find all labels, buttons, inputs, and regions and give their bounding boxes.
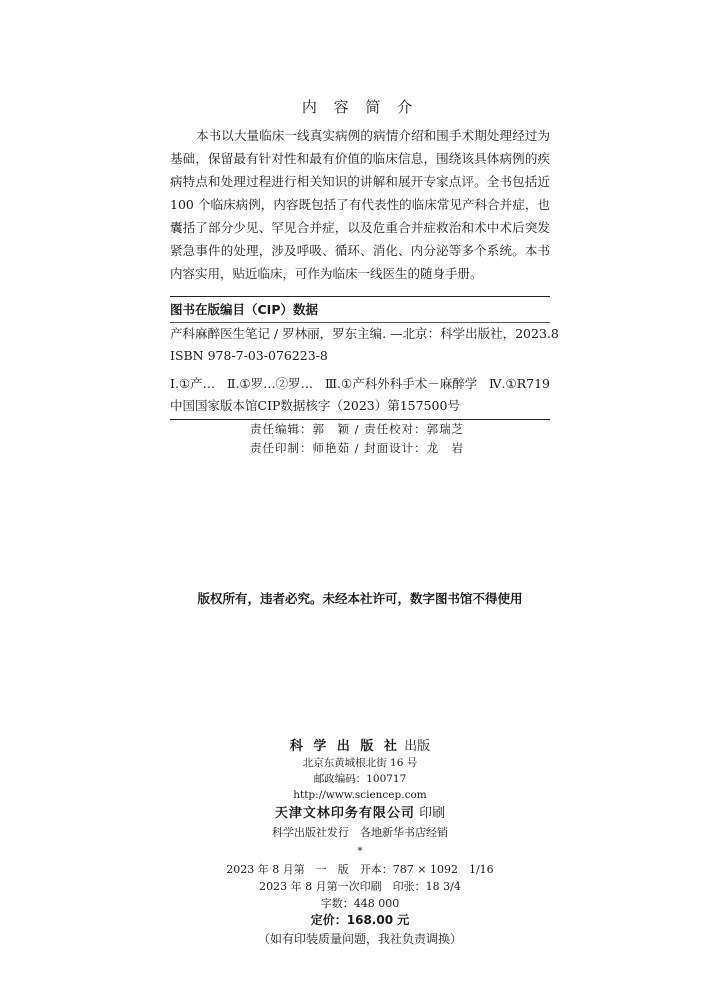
cip-block [170,296,559,420]
staff-line-1: 责任编辑：郭 颖 / 责任校对：郭瑞芝 [250,422,465,436]
cip-bibliographic: 产科麻醉医生笔记 / 罗林丽，罗东主编. —北京：科学出版社，2023.8 [170,326,559,341]
price-line: 定价：168.00 元 [310,913,410,927]
publisher-imprint [0,738,720,948]
printer-name: 天津文林印务有限公司 [274,806,415,821]
copyright-notice: 版权所有，违者必究。未经本社许可，数字图书馆不得使用 [197,591,523,606]
edition-line: 2023 年 8 月第 一 版 开本：787 × 1092 1/16 [226,863,494,876]
publisher-address: 北京东黄城根北街 16 号 [302,757,418,769]
cip-number: 中国国家版本馆CIP数据核字（2023）第157500号 [170,398,460,413]
cip-isbn: ISBN 978-7-03-076223-8 [170,348,328,363]
summary-paragraph: 本书以大量临床一线真实病例的病情介绍和围手术期处理经过为基础，保留最有针对性和最有价值的临床信息，围绕该具体病例的疾病特点和处理过程进行相关知识的讲解和展开专家点评。全书包括近 100 个临床病例，内容既包括了有代表性的临床常见产科合并症，也囊括了部分少见、罕见合并症，以及危重合并症救治和术中术后突发紧急事件的处理，涉及呼吸、循环、消化、内分泌等多个系统。本书内容实用，贴近临床，可作为临床一线医生的随身手册。 [170,128,550,281]
cip-classification [170,373,550,395]
printer-line [0,805,720,822]
cip-class-3: Ⅲ.①产科外科手术－麻醉学 [324,376,478,391]
staff-line-2: 责任印制：师艳茹 / 封面设计：龙 岩 [250,441,465,455]
publisher-name: 科 学 出 版 社 [289,739,400,754]
summary-section [170,124,550,285]
publisher-website: http://www.sciencep.com [293,789,427,801]
cip-class-4: Ⅳ.①R719 [489,376,550,391]
printer-suffix: 印刷 [419,806,446,821]
staff-credits [250,420,464,458]
cip-class-2: Ⅱ.①罗…②罗… [226,376,314,391]
distribution-line: 科学出版社发行 各地新华书店经销 [272,826,448,839]
quality-notice: （如有印装质量问题，我社负责调换） [257,932,462,946]
publisher-suffix: 出版 [404,739,431,754]
publisher-line [0,738,720,755]
separator-star: * [357,846,363,857]
cip-heading: 图书在版编目（CIP）数据 [170,302,318,317]
cip-class-1: Ⅰ.①产… [170,376,216,391]
cip-top-rule [170,296,550,297]
publisher-postcode: 邮政编码：100717 [313,773,407,785]
summary-title: 内 容 简 介 [301,98,419,116]
word-count: 字数：448 000 [320,897,400,910]
printing-line: 2023 年 8 月第一次印刷 印张：18 3/4 [259,880,461,893]
